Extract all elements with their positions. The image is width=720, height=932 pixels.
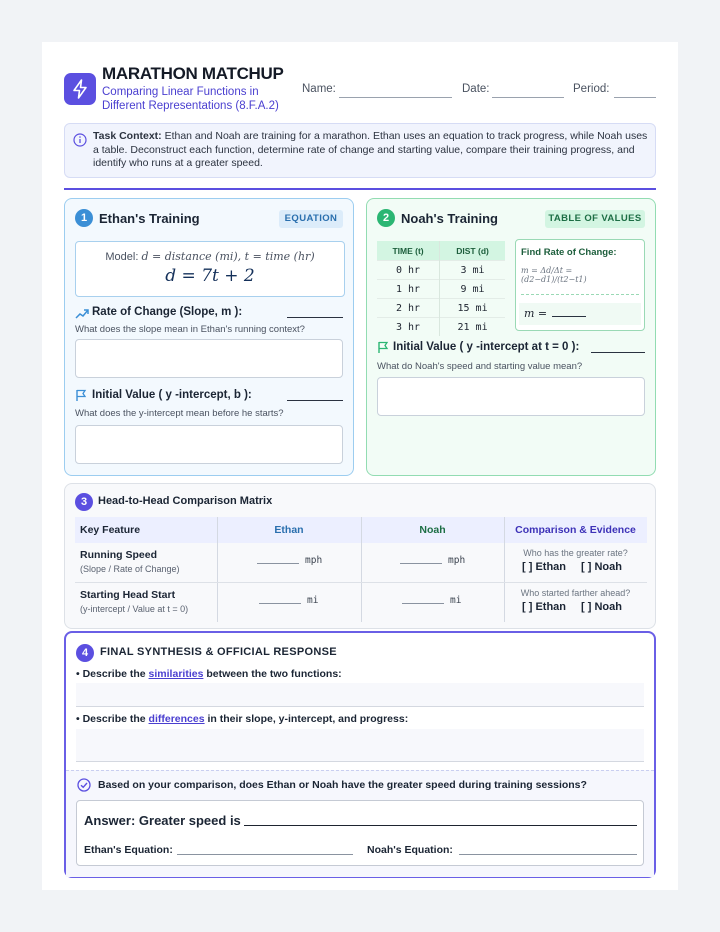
- noah-column-header: Noah: [419, 524, 446, 536]
- ethan-equation-blank[interactable]: [177, 854, 353, 855]
- answer-label: Answer: Greater speed is: [84, 813, 241, 828]
- ethan-speed-unit: mph: [305, 555, 323, 566]
- differences-response[interactable]: [76, 729, 644, 762]
- initial-value-answer-box[interactable]: [75, 425, 343, 464]
- values-table: [377, 241, 505, 336]
- step-number: 3: [75, 493, 93, 511]
- noah-equation-blank[interactable]: [459, 854, 637, 855]
- noah-title: Noah's Training: [401, 211, 498, 226]
- row-divider: [75, 582, 647, 583]
- synthesis-title: FINAL SYNTHESIS & OFFICIAL RESPONSE: [100, 646, 337, 658]
- step-number: 1: [75, 209, 93, 227]
- answer-box: [76, 800, 644, 866]
- noah-start-blank[interactable]: [402, 603, 444, 604]
- noah-card: [366, 198, 656, 476]
- task-context: [64, 123, 656, 178]
- table-header-row: [377, 241, 505, 261]
- ethan-column-header: Ethan: [274, 524, 304, 536]
- head-start-sub: (y-intercept / Value at t = 0): [80, 604, 189, 614]
- comparison-card: [64, 483, 656, 629]
- similarities-highlight: similarities: [148, 668, 204, 680]
- ethan-title: Ethan's Training: [99, 211, 200, 226]
- greater-rate-noah-option[interactable]: [ ] Noah: [581, 561, 622, 573]
- period-label: Period:: [573, 83, 610, 95]
- equation-badge: EQUATION: [279, 210, 343, 228]
- context-text: Ethan and Noah are training for a marathon. Ethan uses an equation to track progress, while Noah uses a table. Deconstruct each function, determine rate of change and starting value, compare their training progress, and identify who runs at a greater speed.: [93, 130, 648, 169]
- similarities-prompt: • Describe the similarities between the two functions:: [76, 668, 342, 680]
- roc-answer-box[interactable]: [75, 339, 343, 378]
- page-title: MARATHON MATCHUP: [102, 64, 284, 83]
- answer-blank[interactable]: [244, 825, 637, 826]
- step-number: 2: [377, 209, 395, 227]
- noah-start-unit: mi: [450, 595, 462, 606]
- lightning-icon: [64, 73, 96, 105]
- section-divider: [64, 188, 656, 190]
- model-text: d = distance (mi), t = time (hr): [141, 250, 315, 263]
- key-feature-header: Key Feature: [80, 524, 141, 536]
- running-speed-sub: (Slope / Rate of Change): [80, 564, 180, 574]
- step-number: 4: [76, 644, 94, 662]
- initial-value-blank[interactable]: [287, 400, 343, 401]
- m-label: m =: [524, 307, 548, 320]
- ethan-equation: d = 7t + 2: [165, 266, 255, 286]
- similarities-response[interactable]: [76, 683, 644, 707]
- farther-ahead-noah-option[interactable]: [ ] Noah: [581, 601, 622, 613]
- rate-finder-title: Find Rate of Change:: [521, 247, 617, 258]
- table-row: 3 hr 21 mi: [377, 318, 505, 337]
- trend-icon: [75, 307, 89, 325]
- synthesis-card: [64, 631, 656, 878]
- running-speed-label: Running Speed: [80, 549, 157, 561]
- table-row: 1 hr 9 mi: [377, 280, 505, 299]
- formula-divider: [521, 294, 639, 295]
- m-blank[interactable]: [552, 316, 586, 317]
- name-field[interactable]: [339, 97, 452, 98]
- column-divider: [504, 517, 505, 622]
- flag-icon: [377, 341, 389, 359]
- table-row: 2 hr 15 mi: [377, 299, 505, 318]
- initial-value-question: What do Noah's speed and starting value mean?: [377, 361, 583, 372]
- noah-equation-label: Noah's Equation:: [367, 844, 453, 856]
- table-badge: TABLE OF VALUES: [545, 210, 645, 228]
- page-subtitle: Comparing Linear Functions in Different Representations (8.F.A.2): [102, 86, 279, 112]
- greater-rate-question: Who has the greater rate?: [523, 548, 628, 558]
- info-icon: [73, 133, 87, 152]
- name-label: Name:: [302, 83, 336, 95]
- date-label: Date:: [462, 83, 490, 95]
- time-column-header: TIME (t): [377, 241, 440, 261]
- initial-value-blank[interactable]: [591, 352, 645, 353]
- roc-blank[interactable]: [287, 317, 343, 318]
- rate-formula: m = Δd/Δt = (d2−d1)/(t2−t1): [521, 266, 587, 284]
- initial-value-question: What does the y-intercept mean before he starts?: [75, 408, 284, 419]
- farther-ahead-question: Who started farther ahead?: [520, 588, 631, 598]
- differences-prompt: • Describe the differences in their slope, y-intercept, and progress:: [76, 713, 409, 725]
- head-start-label: Starting Head Start: [80, 589, 176, 601]
- matrix-title: Head-to-Head Comparison Matrix: [98, 495, 273, 507]
- rate-finder-box: [515, 239, 645, 331]
- ethan-equation-label: Ethan's Equation:: [84, 844, 173, 856]
- initial-value-label: Initial Value ( y -intercept at t = 0 ):: [393, 341, 580, 353]
- differences-highlight: differences: [148, 713, 205, 725]
- model-label: Model:: [105, 251, 139, 263]
- noah-speed-unit: mph: [448, 555, 466, 566]
- ethan-start-unit: mi: [307, 595, 319, 606]
- dist-column-header: DIST (d): [440, 241, 505, 261]
- noah-speed-blank[interactable]: [400, 563, 442, 564]
- ethan-card: [64, 198, 354, 476]
- roc-label: Rate of Change (Slope, m ):: [92, 306, 243, 318]
- context-label: Task Context:: [93, 130, 162, 142]
- initial-value-label: Initial Value ( y -intercept, b ):: [92, 389, 252, 401]
- table-row: 0 hr 3 mi: [377, 261, 505, 280]
- ethan-start-blank[interactable]: [259, 603, 301, 604]
- column-divider: [217, 517, 218, 622]
- check-circle-icon: [77, 778, 91, 797]
- period-field[interactable]: [614, 97, 656, 98]
- worksheet-page: [42, 42, 678, 890]
- date-field[interactable]: [492, 97, 564, 98]
- greater-rate-ethan-option[interactable]: [ ] Ethan: [522, 561, 566, 573]
- flag-icon: [75, 389, 87, 407]
- roc-question: What does the slope mean in Ethan's running context?: [75, 324, 305, 335]
- initial-value-answer-box[interactable]: [377, 377, 645, 416]
- ethan-speed-blank[interactable]: [257, 563, 299, 564]
- greater-speed-question: Based on your comparison, does Ethan or Noah have the greater speed during training sessions?: [98, 779, 587, 791]
- evidence-column-header: Comparison & Evidence: [515, 524, 636, 536]
- farther-ahead-ethan-option[interactable]: [ ] Ethan: [522, 601, 566, 613]
- column-divider: [361, 517, 362, 622]
- model-box: [75, 241, 345, 297]
